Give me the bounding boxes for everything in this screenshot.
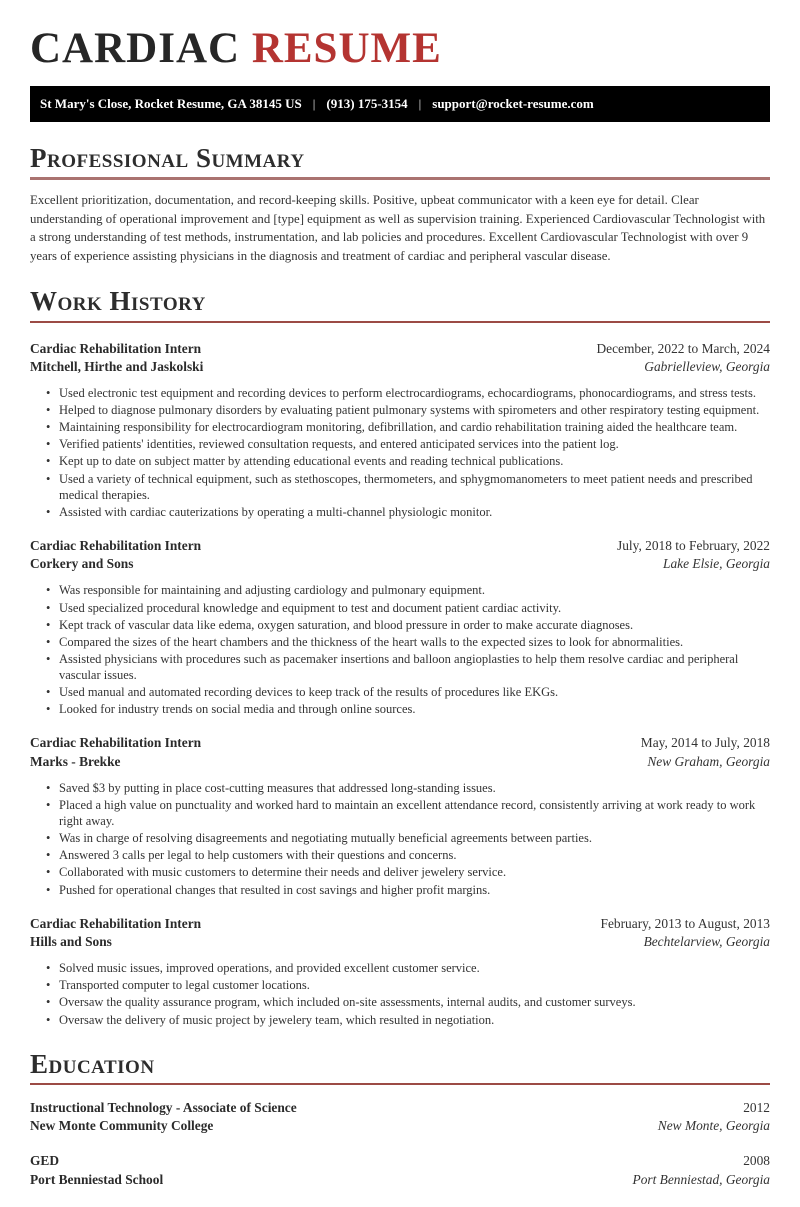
summary-divider <box>30 177 770 180</box>
title-accent: RESUME <box>251 25 442 72</box>
job-bullets <box>30 780 770 898</box>
bullet-item: • Transported computer to legal customer locations. <box>46 977 770 993</box>
education-year: 2008 <box>743 1153 770 1169</box>
education-degree: GED <box>30 1153 60 1169</box>
bullet-item: • Assisted physicians with procedures such as pacemaker insertions and balloon angioplasties to help them resolve cardiac and peripheral vascular issues. <box>46 651 770 683</box>
bullet-item: • Maintaining responsibility for electrocardiogram monitoring, defibrillation, and cardio rehabilitation training aided the healthcare team. <box>46 419 770 435</box>
bullet-item: • Oversaw the delivery of music project by jewelery team, which resulted in negotiation. <box>46 1012 770 1028</box>
job-bullets <box>30 960 770 1028</box>
job-company-row <box>30 358 770 376</box>
bullet-item: • Assisted with cardiac cauterizations by operating a multi-channel physiologic monitor. <box>46 504 770 520</box>
job-dates: May, 2014 to July, 2018 <box>640 735 770 751</box>
education-entry <box>30 1152 770 1188</box>
job-dates: February, 2013 to August, 2013 <box>600 915 770 931</box>
bullet-item: • Used a variety of technical equipment, such as stethoscopes, thermometers, and sphygmomanometers to meet patient needs and prescribed medical therapies. <box>46 471 770 503</box>
bullet-item: • Oversaw the quality assurance program, which included on-site assessments, internal audits, and customer surveys. <box>46 994 770 1010</box>
job-location: Lake Elsie, Georgia <box>663 556 770 572</box>
job-location: New Graham, Georgia <box>647 753 770 769</box>
education-heading: Education <box>30 1048 155 1079</box>
title-primary: CARDIAC <box>30 25 241 72</box>
education-degree: Instructional Technology - Associate of Science <box>30 1099 297 1115</box>
bullet-item: • Answered 3 calls per legal to help customers with their questions and concerns. <box>46 847 770 863</box>
section-work-history <box>30 287 770 1027</box>
section-professional-summary <box>30 144 770 265</box>
job-location: Gabrielleview, Georgia <box>644 358 770 374</box>
work-history-divider <box>30 321 770 323</box>
job-title-row <box>30 537 770 555</box>
education-degree-row <box>30 1152 770 1170</box>
education-school-row <box>30 1117 770 1135</box>
bullet-item: • Placed a high value on punctuality and worked hard to maintain an excellent attendance record, consistently arriving at work ready to work right away. <box>46 797 770 829</box>
bullet-item: • Solved music issues, improved operations, and provided excellent customer service. <box>46 960 770 976</box>
education-entry <box>30 1099 770 1135</box>
job-location: Bechtelarview, Georgia <box>643 933 770 949</box>
job-title: Cardiac Rehabilitation Intern <box>30 537 202 553</box>
job-title-row <box>30 340 770 358</box>
bullet-item: • Used electronic test equipment and recording devices to perform electrocardiograms, echocardiograms, phonocardiograms, and stress tests. <box>46 385 770 401</box>
job-company: Corkery and Sons <box>30 556 134 572</box>
job-title: Cardiac Rehabilitation Intern <box>30 340 202 356</box>
job-company: Mitchell, Hirthe and Jaskolski <box>30 358 204 374</box>
contact-address: St Mary's Close, Rocket Resume, GA 38145 US <box>40 96 302 112</box>
job-title-row <box>30 734 770 752</box>
job-bullets <box>30 582 770 717</box>
page-title <box>30 26 770 71</box>
contact-bar <box>30 86 770 122</box>
job-title-row <box>30 915 770 933</box>
contact-phone: (913) 175-3154 <box>326 96 408 112</box>
bullet-item: • Used specialized procedural knowledge and equipment to test and document patient cardiac activity. <box>46 600 770 616</box>
contact-separator: | <box>312 96 316 112</box>
education-school: New Monte Community College <box>30 1118 214 1134</box>
bullet-item: • Pushed for operational changes that resulted in cost savings and higher profit margins. <box>46 882 770 898</box>
bullet-item: • Saved $3 by putting in place cost-cutting measures that addressed long-standing issues. <box>46 780 770 796</box>
education-school: Port Benniestad School <box>30 1171 164 1187</box>
bullet-item: • Kept track of vascular data like edema, oxygen saturation, and blood pressure in order to make accurate diagnoses. <box>46 617 770 633</box>
summary-text: Excellent prioritization, documentation, and record-keeping skills. Positive, upbeat communicator with a keen eye for detail. Clear understanding of operational improvement and [type] equipment as well as supervision training. Experienced Cardiovascular Technologist with a strong understanding of test methods, instrumentation, and lab policies and procedures. Excellent Cardiovascular Technologist with over 9 years of experience assisting physicians in the diagnosis and treatment of cardiac and peripheral vascular disease. <box>30 193 766 263</box>
summary-heading: Professional Summary <box>30 143 305 174</box>
job-title: Cardiac Rehabilitation Intern <box>30 915 202 931</box>
section-education <box>30 1050 770 1189</box>
bullet-item: • Helped to diagnose pulmonary disorders by evaluating patient pulmonary systems with spirometers and other respiratory testing equipment. <box>46 402 770 418</box>
contact-email: support@rocket-resume.com <box>432 96 594 112</box>
job-title: Cardiac Rehabilitation Intern <box>30 735 202 751</box>
bullet-item: • Compared the sizes of the heart chambers and the thickness of the heart walls to the expected sizes to look for abnormalities. <box>46 634 770 650</box>
bullet-item: • Used manual and automated recording devices to keep track of the results of procedures like EKGs. <box>46 684 770 700</box>
job-company: Hills and Sons <box>30 933 112 949</box>
education-location: Port Benniestad, Georgia <box>632 1171 770 1187</box>
job-company-row <box>30 933 770 951</box>
job-entry <box>30 734 770 897</box>
job-company-row <box>30 555 770 573</box>
job-entry <box>30 915 770 1028</box>
work-history-heading: Work History <box>30 286 206 317</box>
education-year: 2012 <box>743 1099 770 1115</box>
job-entry <box>30 537 770 717</box>
contact-separator: | <box>418 96 422 112</box>
bullet-item: • Was responsible for maintaining and adjusting cardiology and pulmonary equipment. <box>46 582 770 598</box>
education-location: New Monte, Georgia <box>657 1118 770 1134</box>
education-degree-row <box>30 1099 770 1117</box>
job-bullets <box>30 385 770 520</box>
bullet-item: • Was in charge of resolving disagreements and negotiating mutually beneficial agreements between parties. <box>46 830 770 846</box>
job-company: Marks - Brekke <box>30 753 121 769</box>
bullet-item: • Collaborated with music customers to determine their needs and deliver jewelery service. <box>46 864 770 880</box>
job-dates: July, 2018 to February, 2022 <box>617 537 770 553</box>
job-entry <box>30 340 770 520</box>
bullet-item: • Verified patients' identities, reviewed consultation requests, and entered anticipated services into the patient log. <box>46 436 770 452</box>
education-school-row <box>30 1171 770 1189</box>
bullet-item: • Kept up to date on subject matter by attending educational events and reading technical publications. <box>46 453 770 469</box>
bullet-item: • Looked for industry trends on social media and through online sources. <box>46 701 770 717</box>
job-company-row <box>30 753 770 771</box>
education-divider <box>30 1083 770 1085</box>
job-dates: December, 2022 to March, 2024 <box>596 340 770 356</box>
